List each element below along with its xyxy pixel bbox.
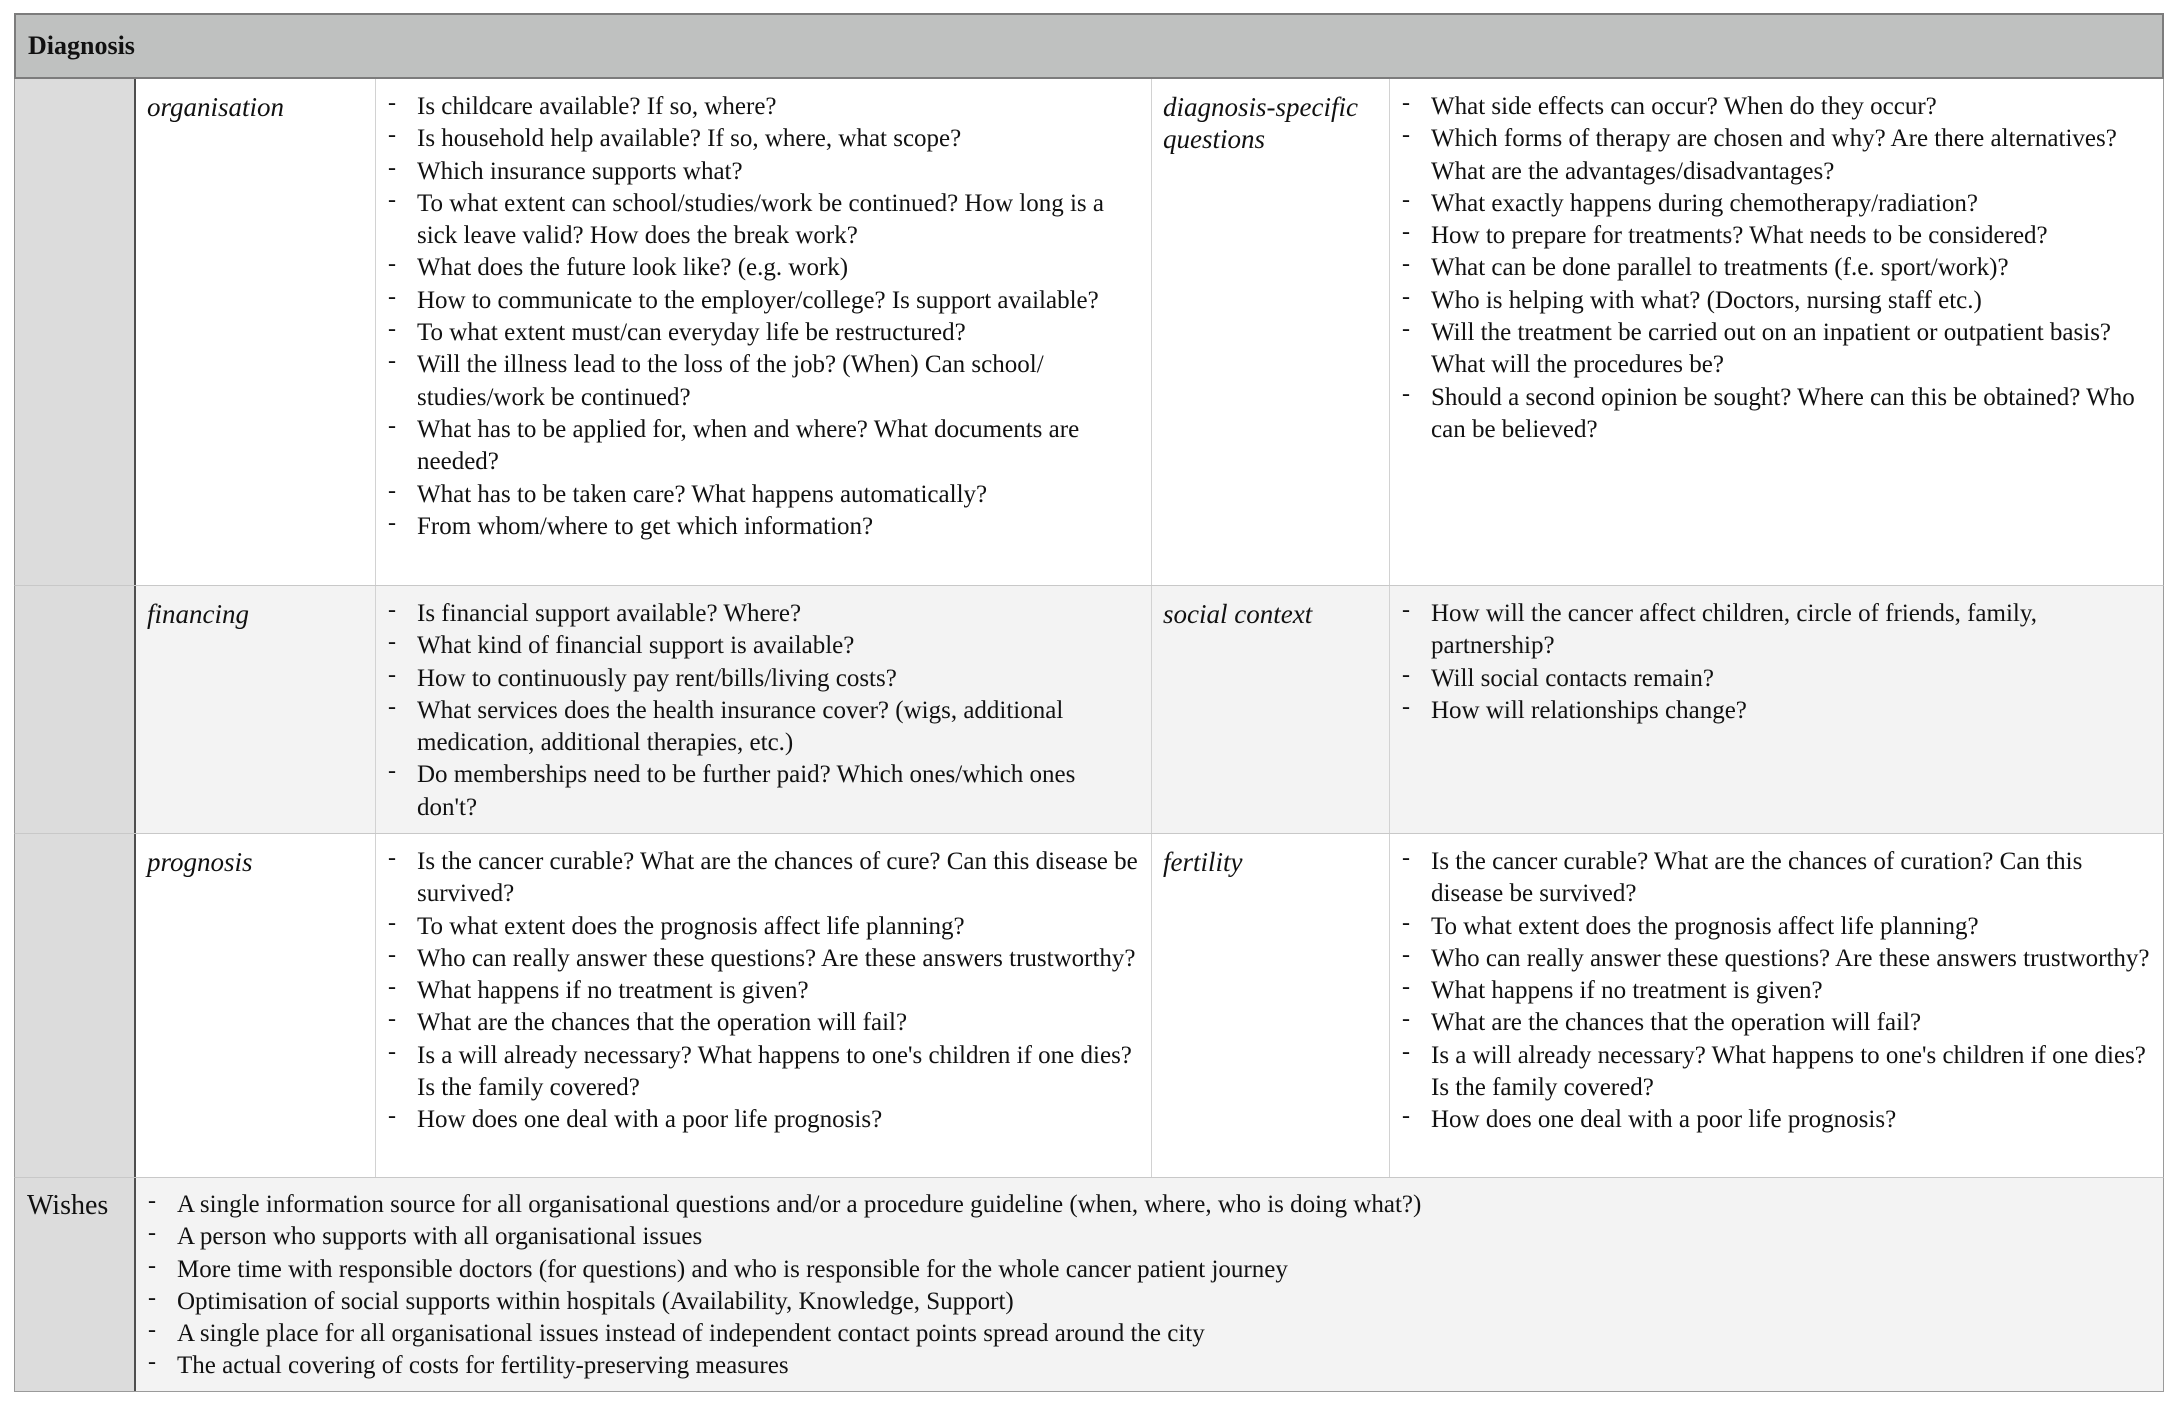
list-item: - What are the chances that the operation will fail? bbox=[1400, 1007, 2153, 1039]
list-item: - Who is helping with what? (Doctors, nursing staff etc.) bbox=[1400, 285, 2153, 317]
list-item: - Is financial support available? Where? bbox=[386, 598, 1139, 630]
list-item: - How does one deal with a poor life prognosis? bbox=[386, 1104, 1139, 1136]
list-item: - Is household help available? If so, where, what scope? bbox=[386, 123, 1139, 155]
list-item: - What has to be applied for, when and where? What documents are needed? bbox=[386, 414, 1139, 479]
list-item: - Who can really answer these questions? Are these answers trustworthy? bbox=[386, 943, 1139, 975]
list-item: - To what extent must/can everyday life be restructured? bbox=[386, 317, 1139, 349]
list-item: - Which forms of therapy are chosen and why? Are there alternatives? What are the advantages/disadvantages? bbox=[1400, 123, 2153, 188]
wishes-label: Wishes bbox=[15, 1178, 136, 1391]
wishes-list bbox=[136, 1178, 2165, 1383]
list-item: - Optimisation of social supports within hospitals (Availability, Knowledge, Support) bbox=[146, 1286, 2153, 1318]
category-organisation: organisation bbox=[136, 79, 376, 585]
diagnosis-table bbox=[14, 13, 2164, 1392]
question-list bbox=[376, 834, 1151, 1137]
list-item: - To what extent does the prognosis affect life planning? bbox=[1400, 911, 2153, 943]
row-stub bbox=[15, 79, 136, 585]
list-item: - Which insurance supports what? bbox=[386, 156, 1139, 188]
list-item: - What does the future look like? (e.g. work) bbox=[386, 252, 1139, 284]
category-financing: financing bbox=[136, 586, 376, 833]
questions-diagnosis-specific bbox=[1390, 79, 2165, 585]
wishes-content bbox=[136, 1178, 2165, 1391]
list-item: - Will the illness lead to the loss of the job? (When) Can school/ studies/work be continued? bbox=[386, 349, 1139, 414]
list-item: - Will social contacts remain? bbox=[1400, 663, 2153, 695]
list-item: - How to continuously pay rent/bills/living costs? bbox=[386, 663, 1139, 695]
list-item: - Who can really answer these questions? Are these answers trustworthy? bbox=[1400, 943, 2153, 975]
questions-fertility bbox=[1390, 834, 2165, 1177]
list-item: - What exactly happens during chemotherapy/radiation? bbox=[1400, 188, 2153, 220]
list-item: - What can be done parallel to treatments (f.e. sport/work)? bbox=[1400, 252, 2153, 284]
list-item: - To what extent can school/studies/work be continued? How long is a sick leave valid? How does the break work? bbox=[386, 188, 1139, 253]
wishes-row bbox=[14, 1178, 2164, 1392]
list-item: - What happens if no treatment is given? bbox=[386, 975, 1139, 1007]
row-stub bbox=[15, 834, 136, 1177]
list-item: - Is a will already necessary? What happens to one's children if one dies? Is the family covered? bbox=[1400, 1040, 2153, 1105]
questions-organisation bbox=[376, 79, 1152, 585]
row-stub bbox=[15, 586, 136, 833]
list-item: - How to communicate to the employer/college? Is support available? bbox=[386, 285, 1139, 317]
category-prognosis: prognosis bbox=[136, 834, 376, 1177]
list-item: - What side effects can occur? When do they occur? bbox=[1400, 91, 2153, 123]
list-item: - To what extent does the prognosis affect life planning? bbox=[386, 911, 1139, 943]
category-diagnosis-specific-questions: diagnosis-specific questions bbox=[1152, 79, 1390, 585]
list-item: - Will the treatment be carried out on an inpatient or outpatient basis? What will the procedures be? bbox=[1400, 317, 2153, 382]
list-item: - Is childcare available? If so, where? bbox=[386, 91, 1139, 123]
question-list bbox=[376, 79, 1151, 543]
list-item: - What kind of financial support is available? bbox=[386, 630, 1139, 662]
table-row-prognosis bbox=[14, 834, 2164, 1178]
list-item: - Is a will already necessary? What happens to one's children if one dies? Is the family covered? bbox=[386, 1040, 1139, 1105]
table-header bbox=[14, 13, 2164, 79]
list-item: - Is the cancer curable? What are the chances of curation? Can this disease be survived? bbox=[1400, 846, 2153, 911]
category-social-context: social context bbox=[1152, 586, 1390, 833]
list-item: - Is the cancer curable? What are the chances of cure? Can this disease be survived? bbox=[386, 846, 1139, 911]
table-title: Diagnosis bbox=[28, 31, 135, 60]
questions-financing bbox=[376, 586, 1152, 833]
questions-prognosis bbox=[376, 834, 1152, 1177]
list-item: - How will relationships change? bbox=[1400, 695, 2153, 727]
list-item: - The actual covering of costs for fertility-preserving measures bbox=[146, 1350, 2153, 1382]
list-item: - Should a second opinion be sought? Where can this be obtained? Who can be believed? bbox=[1400, 382, 2153, 447]
table-row-organisation bbox=[14, 79, 2164, 586]
list-item: - Do memberships need to be further paid? Which ones/which ones don't? bbox=[386, 759, 1139, 824]
list-item: - What happens if no treatment is given? bbox=[1400, 975, 2153, 1007]
question-list bbox=[1390, 834, 2165, 1137]
list-item: - More time with responsible doctors (for questions) and who is responsible for the whole cancer patient journey bbox=[146, 1254, 2153, 1286]
table-row-financing bbox=[14, 586, 2164, 834]
list-item: - What are the chances that the operation will fail? bbox=[386, 1007, 1139, 1039]
list-item: - How to prepare for treatments? What needs to be considered? bbox=[1400, 220, 2153, 252]
list-item: - How will the cancer affect children, circle of friends, family, partnership? bbox=[1400, 598, 2153, 663]
list-item: - A single information source for all organisational questions and/or a procedure guideline (when, where, who is doing what?) bbox=[146, 1189, 2153, 1221]
question-list bbox=[1390, 79, 2165, 446]
list-item: - What services does the health insurance cover? (wigs, additional medication, additional therapies, etc.) bbox=[386, 695, 1139, 760]
category-fertility: fertility bbox=[1152, 834, 1390, 1177]
list-item: - What has to be taken care? What happens automatically? bbox=[386, 479, 1139, 511]
question-list bbox=[376, 586, 1151, 824]
list-item: - A person who supports with all organisational issues bbox=[146, 1221, 2153, 1253]
question-list bbox=[1390, 586, 2165, 727]
questions-social-context bbox=[1390, 586, 2165, 833]
list-item: - How does one deal with a poor life prognosis? bbox=[1400, 1104, 2153, 1136]
list-item: - A single place for all organisational issues instead of independent contact points spread around the city bbox=[146, 1318, 2153, 1350]
list-item: - From whom/where to get which information? bbox=[386, 511, 1139, 543]
